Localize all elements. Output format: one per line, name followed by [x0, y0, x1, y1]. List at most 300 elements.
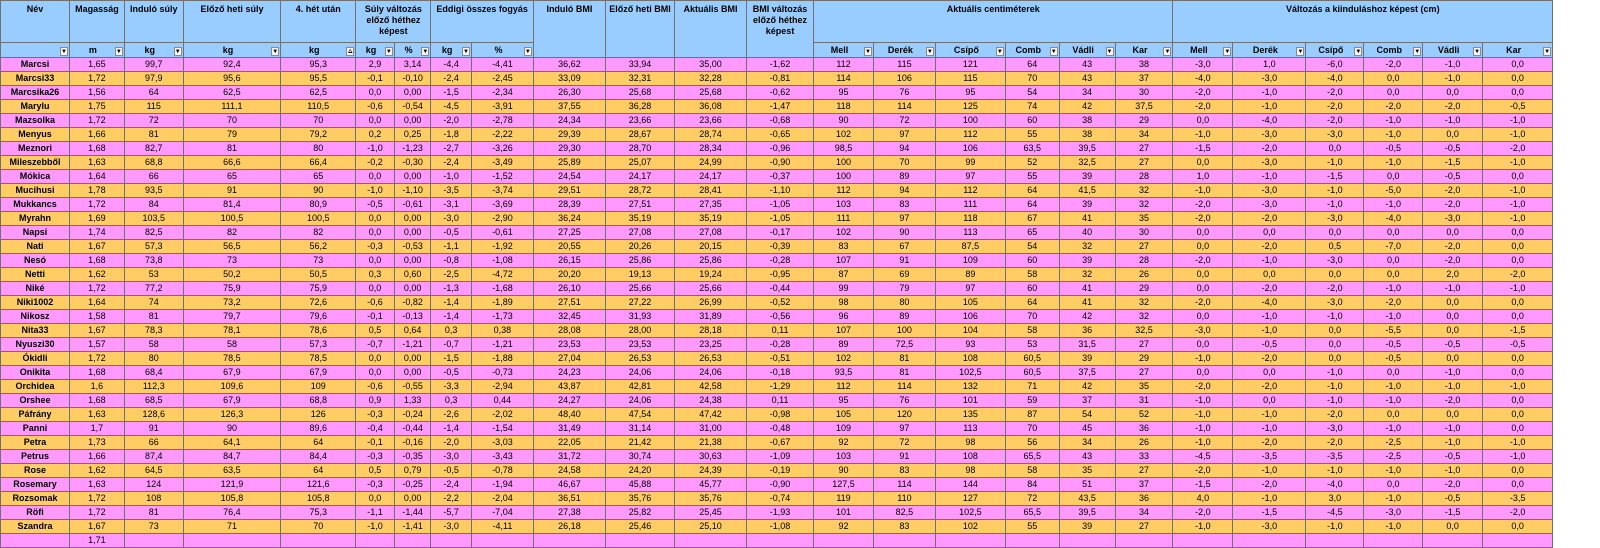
value-cell[interactable]: -1,08 — [747, 520, 814, 534]
value-cell[interactable]: -0,90 — [747, 478, 814, 492]
dropdown-arrow-icon[interactable]: ▼ — [1544, 49, 1551, 55]
value-cell[interactable]: 1,69 — [70, 212, 125, 226]
value-cell[interactable]: -0,95 — [747, 268, 814, 282]
value-cell[interactable]: 100 — [814, 156, 874, 170]
value-cell[interactable]: -1,73 — [471, 310, 533, 324]
value-cell[interactable]: -1,0 — [1233, 254, 1306, 268]
value-cell[interactable] — [1059, 534, 1115, 548]
value-cell[interactable]: -1,1 — [431, 240, 472, 254]
value-cell[interactable]: -0,5 — [1364, 338, 1423, 352]
value-cell[interactable]: -3,49 — [471, 156, 533, 170]
value-cell[interactable]: 28,67 — [605, 128, 674, 142]
dropdown-arrow-icon[interactable]: ▼ — [1297, 49, 1304, 55]
value-cell[interactable]: 29,51 — [533, 184, 605, 198]
value-cell[interactable]: 35 — [1115, 212, 1173, 226]
value-cell[interactable]: 32,45 — [533, 310, 605, 324]
value-cell[interactable]: 82,5 — [124, 226, 183, 240]
value-cell[interactable]: -0,53 — [394, 240, 431, 254]
value-cell[interactable]: 82 — [281, 226, 356, 240]
value-cell[interactable] — [1173, 534, 1233, 548]
value-cell[interactable]: 0,0 — [1483, 352, 1553, 366]
value-cell[interactable]: 107 — [814, 254, 874, 268]
value-cell[interactable]: 109 — [935, 254, 1005, 268]
value-cell[interactable]: 0,60 — [394, 268, 431, 282]
value-cell[interactable]: 34 — [1059, 436, 1115, 450]
value-cell[interactable]: 106 — [873, 72, 935, 86]
value-cell[interactable]: 90 — [873, 226, 935, 240]
value-cell[interactable]: 50,5 — [281, 268, 356, 282]
value-cell[interactable] — [605, 534, 674, 548]
value-cell[interactable]: 31,5 — [1059, 338, 1115, 352]
value-cell[interactable]: -0,16 — [394, 436, 431, 450]
value-cell[interactable]: 97 — [873, 212, 935, 226]
value-cell[interactable]: 64,1 — [183, 436, 280, 450]
value-cell[interactable]: -1,0 — [1483, 450, 1553, 464]
value-cell[interactable] — [1306, 534, 1364, 548]
value-cell[interactable]: -3,0 — [1306, 128, 1364, 142]
value-cell[interactable]: -2,22 — [471, 128, 533, 142]
value-cell[interactable]: 0,0 — [356, 282, 395, 296]
value-cell[interactable]: 1,33 — [394, 394, 431, 408]
value-cell[interactable]: 83 — [814, 240, 874, 254]
name-cell[interactable]: Mucihusi — [1, 184, 70, 198]
value-cell[interactable]: -0,6 — [356, 380, 395, 394]
value-cell[interactable]: 80,9 — [281, 198, 356, 212]
value-cell[interactable]: 33,09 — [533, 72, 605, 86]
value-cell[interactable]: 37 — [1115, 478, 1173, 492]
dropdown-arrow-icon[interactable]: ▼ — [1106, 49, 1113, 55]
value-cell[interactable]: 72 — [873, 436, 935, 450]
dropdown-arrow-icon[interactable]: ▼ — [524, 49, 531, 55]
value-cell[interactable]: -3,03 — [471, 436, 533, 450]
value-cell[interactable]: -1,0 — [1423, 422, 1483, 436]
value-cell[interactable]: 79,6 — [281, 310, 356, 324]
value-cell[interactable]: -1,0 — [1364, 128, 1423, 142]
value-cell[interactable]: 105 — [814, 408, 874, 422]
name-cell[interactable]: Szandra — [1, 520, 70, 534]
value-cell[interactable]: 63,5 — [1005, 142, 1059, 156]
value-cell[interactable]: 0,0 — [1173, 282, 1233, 296]
value-cell[interactable] — [1423, 534, 1483, 548]
value-cell[interactable]: -2,2 — [431, 492, 472, 506]
value-cell[interactable]: 0,0 — [1364, 72, 1423, 86]
value-cell[interactable]: 102 — [814, 226, 874, 240]
value-cell[interactable]: 106 — [935, 310, 1005, 324]
value-cell[interactable]: 4,0 — [1173, 492, 1233, 506]
value-cell[interactable]: 1,0 — [1173, 170, 1233, 184]
value-cell[interactable]: 37,5 — [1059, 366, 1115, 380]
value-cell[interactable]: 28 — [1115, 170, 1173, 184]
value-cell[interactable]: -1,0 — [1483, 156, 1553, 170]
value-cell[interactable]: 0,0 — [1483, 478, 1553, 492]
value-cell[interactable]: 67,9 — [281, 366, 356, 380]
value-cell[interactable]: -1,0 — [1364, 380, 1423, 394]
value-cell[interactable]: 21,42 — [605, 436, 674, 450]
value-cell[interactable]: 128,6 — [124, 408, 183, 422]
value-cell[interactable]: -2,0 — [1423, 394, 1483, 408]
value-cell[interactable]: -0,5 — [1364, 352, 1423, 366]
value-cell[interactable]: -0,55 — [394, 380, 431, 394]
value-cell[interactable]: 112 — [935, 184, 1005, 198]
value-cell[interactable]: 29 — [1115, 282, 1173, 296]
value-cell[interactable]: 64 — [1005, 58, 1059, 72]
value-cell[interactable]: 24,99 — [675, 156, 747, 170]
value-cell[interactable]: -0,5 — [1423, 170, 1483, 184]
value-cell[interactable]: 27,08 — [605, 226, 674, 240]
name-cell[interactable]: Petra — [1, 436, 70, 450]
value-cell[interactable]: 24,17 — [605, 170, 674, 184]
value-cell[interactable]: 1,72 — [70, 282, 125, 296]
value-cell[interactable]: 87 — [814, 268, 874, 282]
value-cell[interactable]: 68,4 — [124, 366, 183, 380]
value-cell[interactable]: 0,00 — [394, 492, 431, 506]
value-cell[interactable]: 3,14 — [394, 58, 431, 72]
value-cell[interactable]: 27 — [1115, 338, 1173, 352]
value-cell[interactable]: 118 — [814, 100, 874, 114]
value-cell[interactable]: 30,63 — [675, 450, 747, 464]
value-cell[interactable]: -1,0 — [1306, 394, 1364, 408]
value-cell[interactable]: 121 — [935, 58, 1005, 72]
value-cell[interactable]: -2,0 — [1173, 380, 1233, 394]
value-cell[interactable]: 27,25 — [533, 226, 605, 240]
value-cell[interactable]: -1,0 — [1173, 352, 1233, 366]
value-cell[interactable]: 79,2 — [281, 128, 356, 142]
name-cell[interactable]: Röfi — [1, 506, 70, 520]
value-cell[interactable]: 24,06 — [605, 366, 674, 380]
value-cell[interactable]: 39 — [1059, 170, 1115, 184]
value-cell[interactable]: 90 — [281, 184, 356, 198]
value-cell[interactable]: 0,0 — [1423, 226, 1483, 240]
value-cell[interactable]: 96 — [814, 310, 874, 324]
value-cell[interactable]: 115 — [124, 100, 183, 114]
value-cell[interactable]: 38 — [1115, 58, 1173, 72]
value-cell[interactable]: 120 — [873, 408, 935, 422]
value-cell[interactable]: -1,52 — [471, 170, 533, 184]
value-cell[interactable]: 0,00 — [394, 86, 431, 100]
value-cell[interactable]: -1,0 — [1483, 436, 1553, 450]
value-cell[interactable]: 73 — [124, 520, 183, 534]
value-cell[interactable]: 29 — [1115, 352, 1173, 366]
value-cell[interactable]: 80 — [124, 352, 183, 366]
value-cell[interactable]: -1,54 — [471, 422, 533, 436]
value-cell[interactable]: -2,04 — [471, 492, 533, 506]
value-cell[interactable]: 81 — [873, 366, 935, 380]
value-cell[interactable] — [1115, 534, 1173, 548]
value-cell[interactable]: -1,41 — [394, 520, 431, 534]
value-cell[interactable]: 81 — [124, 310, 183, 324]
value-cell[interactable]: -0,6 — [356, 100, 395, 114]
value-cell[interactable]: 20,55 — [533, 240, 605, 254]
value-cell[interactable]: 72,5 — [873, 338, 935, 352]
value-cell[interactable]: 67,9 — [183, 394, 280, 408]
value-cell[interactable]: -2,0 — [1364, 296, 1423, 310]
value-cell[interactable]: 84 — [1005, 478, 1059, 492]
value-cell[interactable]: 0,0 — [1364, 408, 1423, 422]
value-cell[interactable]: -0,25 — [394, 478, 431, 492]
value-cell[interactable]: -1,0 — [1306, 198, 1364, 212]
value-cell[interactable]: -5,0 — [1364, 184, 1423, 198]
value-cell[interactable]: 21,38 — [675, 436, 747, 450]
value-cell[interactable]: 144 — [935, 478, 1005, 492]
value-cell[interactable]: 32 — [1059, 240, 1115, 254]
value-cell[interactable]: -3,0 — [431, 450, 472, 464]
value-cell[interactable]: -0,19 — [747, 464, 814, 478]
value-cell[interactable]: 70 — [873, 156, 935, 170]
value-cell[interactable]: 39 — [1059, 254, 1115, 268]
value-cell[interactable]: -0,39 — [747, 240, 814, 254]
value-cell[interactable]: 102 — [935, 520, 1005, 534]
value-cell[interactable]: -0,78 — [471, 464, 533, 478]
value-cell[interactable]: 23,25 — [675, 338, 747, 352]
value-cell[interactable]: 25,82 — [605, 506, 674, 520]
value-cell[interactable]: 1,67 — [70, 240, 125, 254]
value-cell[interactable]: -2,0 — [1173, 198, 1233, 212]
value-cell[interactable]: 102,5 — [935, 506, 1005, 520]
name-cell[interactable]: Niké — [1, 282, 70, 296]
value-cell[interactable]: -1,0 — [1233, 464, 1306, 478]
value-cell[interactable]: -2,34 — [471, 86, 533, 100]
value-cell[interactable]: -1,0 — [1306, 310, 1364, 324]
value-cell[interactable]: 0,11 — [747, 324, 814, 338]
value-cell[interactable]: 118 — [935, 212, 1005, 226]
value-cell[interactable]: 42,81 — [605, 380, 674, 394]
value-cell[interactable]: 68,5 — [124, 394, 183, 408]
value-cell[interactable]: 0,0 — [1483, 170, 1553, 184]
value-cell[interactable]: 20,20 — [533, 268, 605, 282]
value-cell[interactable]: 32,5 — [1059, 156, 1115, 170]
value-cell[interactable]: -1,89 — [471, 296, 533, 310]
value-cell[interactable]: -1,0 — [1306, 520, 1364, 534]
value-cell[interactable]: 1,57 — [70, 338, 125, 352]
value-cell[interactable]: 0,0 — [1483, 366, 1553, 380]
value-cell[interactable]: 91 — [873, 254, 935, 268]
value-cell[interactable]: 1,65 — [70, 58, 125, 72]
value-cell[interactable]: 112,3 — [124, 380, 183, 394]
value-cell[interactable]: 125 — [935, 100, 1005, 114]
value-cell[interactable]: -1,0 — [1364, 520, 1423, 534]
value-cell[interactable]: 78,5 — [183, 352, 280, 366]
value-cell[interactable]: 0,00 — [394, 282, 431, 296]
value-cell[interactable]: -3,0 — [431, 520, 472, 534]
value-cell[interactable]: -0,73 — [471, 366, 533, 380]
value-cell[interactable]: 0,0 — [1173, 366, 1233, 380]
value-cell[interactable]: 41 — [1059, 296, 1115, 310]
value-cell[interactable]: -3,0 — [1423, 212, 1483, 226]
value-cell[interactable]: 0,0 — [1423, 352, 1483, 366]
value-cell[interactable]: -2,5 — [1364, 436, 1423, 450]
value-cell[interactable]: -3,0 — [1233, 198, 1306, 212]
value-cell[interactable]: -1,0 — [1364, 282, 1423, 296]
value-cell[interactable]: -0,98 — [747, 408, 814, 422]
value-cell[interactable]: -2,0 — [1233, 212, 1306, 226]
value-cell[interactable]: -4,41 — [471, 58, 533, 72]
value-cell[interactable]: 45,88 — [605, 478, 674, 492]
value-cell[interactable]: 0,0 — [1306, 338, 1364, 352]
value-cell[interactable]: 104 — [935, 324, 1005, 338]
value-cell[interactable]: 54 — [1005, 86, 1059, 100]
value-cell[interactable] — [1005, 534, 1059, 548]
dropdown-arrow-icon[interactable]: ▼ — [1050, 49, 1057, 55]
value-cell[interactable]: 75,3 — [281, 506, 356, 520]
value-cell[interactable]: 100,5 — [281, 212, 356, 226]
value-cell[interactable]: -2,0 — [1173, 506, 1233, 520]
value-cell[interactable]: -3,1 — [431, 198, 472, 212]
value-cell[interactable]: 94 — [873, 142, 935, 156]
value-cell[interactable]: 94 — [873, 184, 935, 198]
name-cell[interactable]: Meznori — [1, 142, 70, 156]
value-cell[interactable]: 98,5 — [814, 142, 874, 156]
value-cell[interactable]: -2,90 — [471, 212, 533, 226]
value-cell[interactable]: 1,66 — [70, 450, 125, 464]
value-cell[interactable]: -0,5 — [1423, 450, 1483, 464]
value-cell[interactable]: 65,5 — [1005, 450, 1059, 464]
value-cell[interactable]: 119 — [814, 492, 874, 506]
value-cell[interactable]: 0,0 — [356, 114, 395, 128]
value-cell[interactable]: -3,0 — [1306, 212, 1364, 226]
value-cell[interactable]: -0,44 — [747, 282, 814, 296]
value-cell[interactable] — [394, 534, 431, 548]
value-cell[interactable]: 26,53 — [675, 352, 747, 366]
value-cell[interactable]: 1,72 — [70, 114, 125, 128]
value-cell[interactable]: 0,0 — [1423, 128, 1483, 142]
value-cell[interactable]: 0,0 — [356, 492, 395, 506]
value-cell[interactable]: -1,0 — [1364, 310, 1423, 324]
value-cell[interactable]: 50,2 — [183, 268, 280, 282]
value-cell[interactable]: 31,93 — [605, 310, 674, 324]
value-cell[interactable]: -4,0 — [1364, 212, 1423, 226]
value-cell[interactable]: 81 — [124, 128, 183, 142]
value-cell[interactable]: 0,0 — [1173, 240, 1233, 254]
value-cell[interactable]: 103 — [814, 198, 874, 212]
value-cell[interactable]: -2,78 — [471, 114, 533, 128]
value-cell[interactable]: 1,72 — [70, 492, 125, 506]
value-cell[interactable]: -1,0 — [1233, 408, 1306, 422]
value-cell[interactable]: 31,89 — [675, 310, 747, 324]
value-cell[interactable]: 34 — [1059, 86, 1115, 100]
value-cell[interactable]: 0,5 — [1306, 240, 1364, 254]
value-cell[interactable]: 108 — [935, 352, 1005, 366]
value-cell[interactable]: 65 — [1005, 226, 1059, 240]
value-cell[interactable]: 113 — [935, 422, 1005, 436]
name-cell[interactable]: Onikita — [1, 366, 70, 380]
value-cell[interactable]: 92 — [814, 436, 874, 450]
value-cell[interactable]: 55 — [1005, 520, 1059, 534]
value-cell[interactable]: 75,9 — [281, 282, 356, 296]
value-cell[interactable]: 1,58 — [70, 310, 125, 324]
value-cell[interactable]: -1,23 — [394, 142, 431, 156]
value-cell[interactable]: 1,78 — [70, 184, 125, 198]
value-cell[interactable]: 89,6 — [281, 422, 356, 436]
value-cell[interactable]: 0,0 — [1173, 338, 1233, 352]
value-cell[interactable]: -1,0 — [1423, 114, 1483, 128]
value-cell[interactable]: 83 — [873, 520, 935, 534]
value-cell[interactable]: -3,0 — [1173, 324, 1233, 338]
value-cell[interactable]: 84,4 — [281, 450, 356, 464]
value-cell[interactable]: 37 — [1115, 72, 1173, 86]
value-cell[interactable]: 41 — [1059, 282, 1115, 296]
value-cell[interactable]: 0,0 — [1423, 86, 1483, 100]
value-cell[interactable]: 100 — [814, 170, 874, 184]
value-cell[interactable]: 58 — [183, 338, 280, 352]
value-cell[interactable]: -2,0 — [1423, 254, 1483, 268]
value-cell[interactable]: 38 — [1059, 128, 1115, 142]
value-cell[interactable]: 0,9 — [356, 394, 395, 408]
value-cell[interactable]: 60 — [1005, 282, 1059, 296]
dropdown-arrow-icon[interactable]: ▼ — [1355, 49, 1362, 55]
value-cell[interactable]: -4,0 — [1233, 296, 1306, 310]
value-cell[interactable]: 36,08 — [675, 100, 747, 114]
value-cell[interactable]: 65 — [281, 170, 356, 184]
value-cell[interactable]: -0,61 — [471, 226, 533, 240]
value-cell[interactable]: 115 — [873, 58, 935, 72]
value-cell[interactable]: 73 — [281, 254, 356, 268]
value-cell[interactable]: 24,06 — [675, 366, 747, 380]
value-cell[interactable]: 23,53 — [605, 338, 674, 352]
value-cell[interactable]: 26 — [1115, 436, 1173, 450]
value-cell[interactable]: 1,63 — [70, 156, 125, 170]
value-cell[interactable]: -3,0 — [1233, 520, 1306, 534]
value-cell[interactable]: 0,3 — [431, 324, 472, 338]
value-cell[interactable]: 30,74 — [605, 450, 674, 464]
value-cell[interactable]: -1,88 — [471, 352, 533, 366]
value-cell[interactable]: 112 — [814, 58, 874, 72]
value-cell[interactable]: -0,56 — [747, 310, 814, 324]
value-cell[interactable]: 1,68 — [70, 394, 125, 408]
value-cell[interactable]: 101 — [935, 394, 1005, 408]
value-cell[interactable]: 81 — [183, 142, 280, 156]
value-cell[interactable]: 25,86 — [605, 254, 674, 268]
value-cell[interactable]: 30 — [1115, 86, 1173, 100]
value-cell[interactable]: 36,24 — [533, 212, 605, 226]
value-cell[interactable]: -0,1 — [356, 72, 395, 86]
value-cell[interactable]: -0,28 — [747, 338, 814, 352]
value-cell[interactable]: 26,10 — [533, 282, 605, 296]
value-cell[interactable]: 109,6 — [183, 380, 280, 394]
value-cell[interactable]: 20,26 — [605, 240, 674, 254]
value-cell[interactable]: 32 — [1059, 268, 1115, 282]
value-cell[interactable]: 98 — [935, 464, 1005, 478]
name-cell[interactable] — [1, 534, 70, 548]
value-cell[interactable]: 112 — [814, 184, 874, 198]
value-cell[interactable]: 27,35 — [675, 198, 747, 212]
value-cell[interactable]: 24,34 — [533, 114, 605, 128]
filter-active-icon[interactable]: ⩠ — [348, 48, 353, 55]
value-cell[interactable]: 95,5 — [281, 72, 356, 86]
value-cell[interactable]: 62,5 — [281, 86, 356, 100]
value-cell[interactable]: 31,49 — [533, 422, 605, 436]
value-cell[interactable]: 0,0 — [1364, 268, 1423, 282]
value-cell[interactable]: 39,5 — [1059, 142, 1115, 156]
value-cell[interactable]: -1,0 — [1423, 282, 1483, 296]
value-cell[interactable]: 98 — [935, 436, 1005, 450]
value-cell[interactable]: 47,42 — [675, 408, 747, 422]
value-cell[interactable]: 102 — [814, 128, 874, 142]
value-cell[interactable]: -1,0 — [1364, 114, 1423, 128]
value-cell[interactable]: -1,08 — [471, 254, 533, 268]
value-cell[interactable]: -0,13 — [394, 310, 431, 324]
value-cell[interactable]: -0,35 — [394, 450, 431, 464]
value-cell[interactable]: -2,0 — [1173, 296, 1233, 310]
value-cell[interactable]: 0,0 — [1306, 142, 1364, 156]
name-cell[interactable]: Rosemary — [1, 478, 70, 492]
value-cell[interactable]: 31,72 — [533, 450, 605, 464]
value-cell[interactable]: 39 — [1059, 352, 1115, 366]
value-cell[interactable]: -1,21 — [471, 338, 533, 352]
value-cell[interactable]: 1,72 — [70, 72, 125, 86]
value-cell[interactable]: -2,4 — [431, 72, 472, 86]
value-cell[interactable]: -1,0 — [1306, 380, 1364, 394]
value-cell[interactable]: 1,73 — [70, 436, 125, 450]
